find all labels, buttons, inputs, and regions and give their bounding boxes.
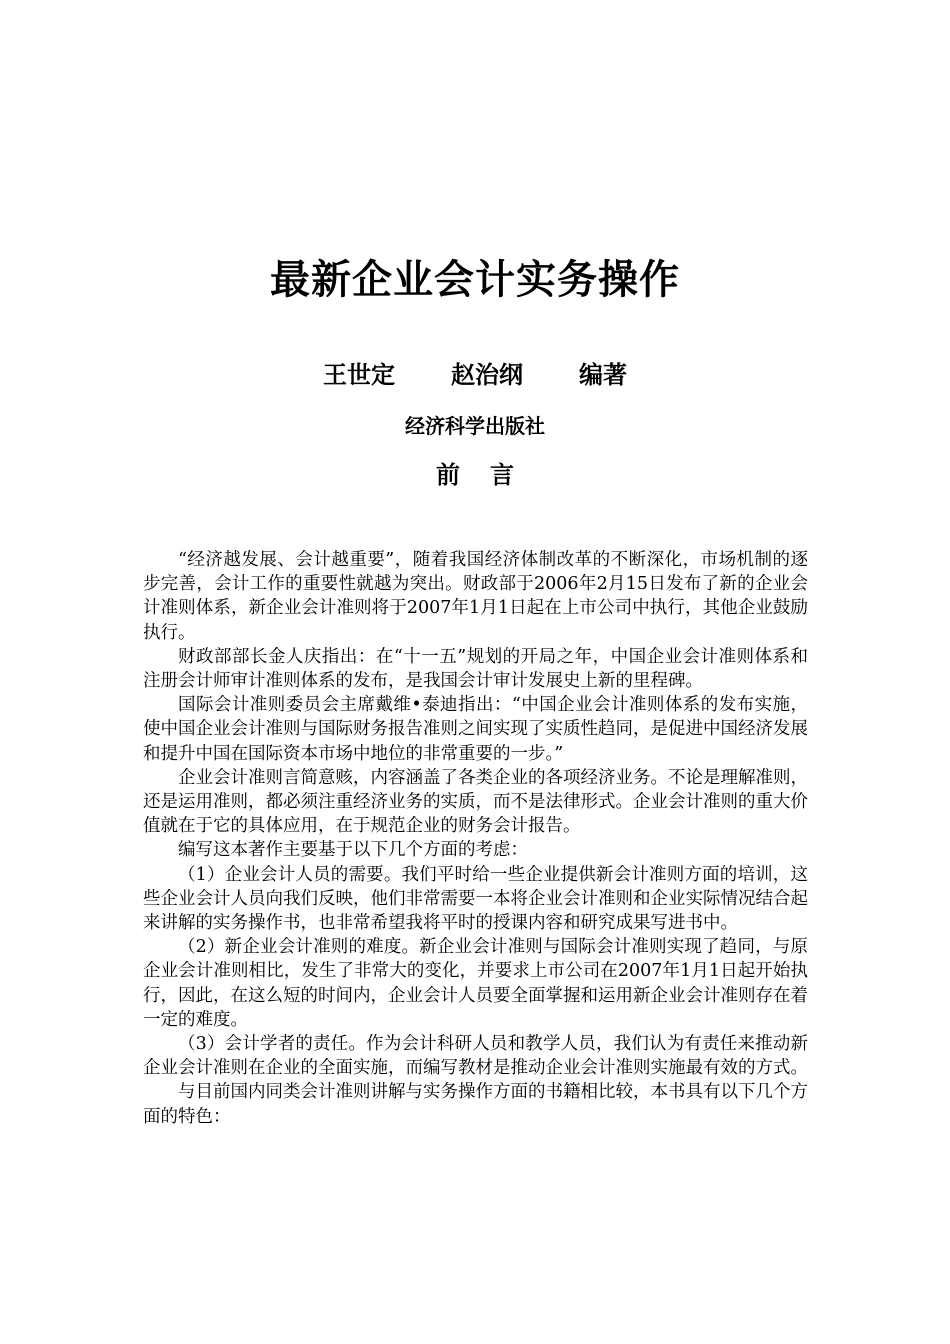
paragraph: 财政部部长金人庆指出：在“十一五”规划的开局之年，中国企业会计准则体系和注册会计师审计准则体系的发布，是我国会计审计发展史上新的里程碑。	[143, 646, 808, 692]
paragraph: 编写这本著作主要基于以下几个方面的考虑：	[178, 840, 528, 861]
paragraph: 与目前国内同类会计准则讲解与实务操作方面的书籍相比较，本书具有以下几个方面的特色：	[143, 1082, 808, 1127]
paragraph: “经济越发展、会计越重要”，随着我国经济体制改革的不断深化，市场机制的逐步完善，会计工作的重要性就越为突出。财政部于2006年2月15日发布了新的企业会计准则体系，新企业会计准则将于2007年1月1日起在上市公司中执行，其他企业鼓励执行。	[143, 550, 808, 643]
paragraph: （2）新企业会计准则的难度。新企业会计准则与国际会计准则实现了趋同，与原企业会计准则相比，发生了非常大的变化，并要求上市公司在2007年1月1日起开始执行，因此，在这么短的时间内，企业会计人员要全面掌握和运用新企业会计准则存在着一定的难度。	[143, 937, 808, 1030]
author-line	[0, 358, 950, 392]
preface-heading: 前言	[436, 461, 544, 489]
publisher: 经济科学出版社	[405, 414, 545, 438]
paragraph: 国际会计准则委员会主席戴维•泰迪指出：“中国企业会计准则体系的发布实施，使中国企业会计准则与国际财务报告准则之间实现了实质性趋同，是促进中国经济发展和提升中国在国际资本市场中地位的非常重要的一步。”	[143, 695, 808, 764]
preface-body	[143, 548, 808, 1129]
book-title: 最新企业会计实务操作	[270, 257, 680, 303]
paragraph: （3）会计学者的责任。作为会计科研人员和教学人员，我们认为有责任来推动新企业会计准则在企业的全面实施，而编写教材是推动企业会计准则实施最有效的方式。	[143, 1034, 808, 1079]
author-name: 赵治纲	[451, 361, 523, 389]
paragraph: （1）企业会计人员的需要。我们平时给一些企业提供新会计准则方面的培训，这些企业会计人员向我们反映，他们非常需要一本将企业会计准则和企业实际情况结合起来讲解的实务操作书，也非常希望我将平时的授课内容和研究成果写进书中。	[143, 864, 808, 934]
editor-role: 编著	[579, 361, 627, 389]
author-name: 王世定	[323, 361, 395, 389]
paragraph: 企业会计准则言简意赅，内容涵盖了各类企业的各项经济业务。不论是理解准则，还是运用准则，都必须注重经济业务的实质，而不是法律形式。企业会计准则的重大价值就在于它的具体应用，在于规范企业的财务会计报告。	[143, 767, 808, 837]
